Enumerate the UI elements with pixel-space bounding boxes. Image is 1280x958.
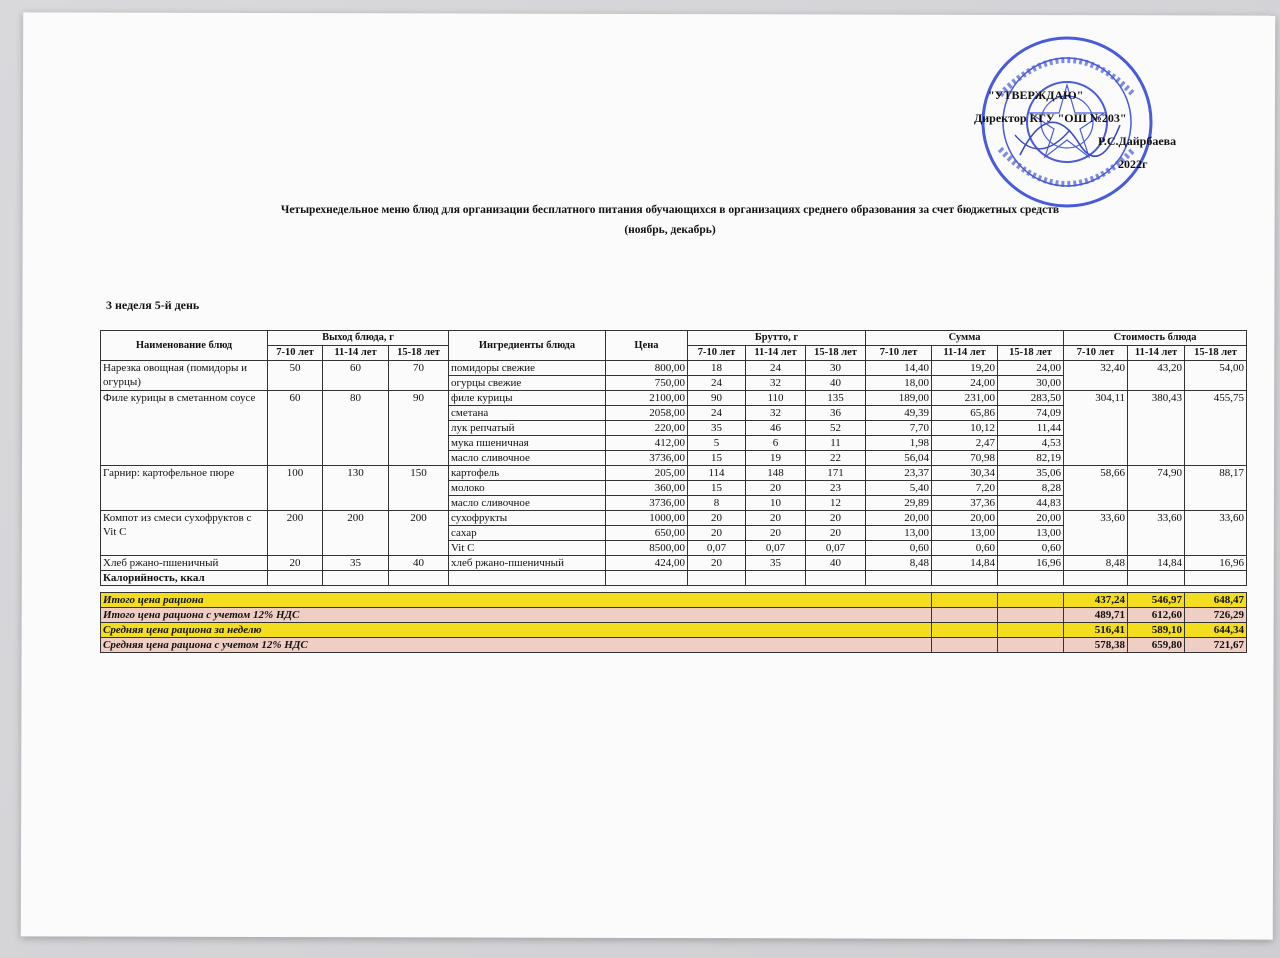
empty-cell [998,608,1064,623]
document-title [60,200,1280,240]
header-age: 15-18 лет [1185,346,1247,361]
ingredient-name: масло сливочное [449,451,606,466]
table-row [101,391,1247,406]
dish-cost: 8,48 [1064,556,1128,571]
header-ingredients: Ингредиенты блюда [449,331,606,361]
ingredient-name: хлеб ржано-пшеничный [449,556,606,571]
dish-cost: 43,20 [1128,361,1185,391]
empty-cell [389,571,449,586]
empty-cell [688,571,746,586]
total-value: 726,29 [1185,608,1247,623]
dish-yield: 200 [323,511,389,556]
total-value: 612,60 [1128,608,1185,623]
ingredient-sum: 70,98 [932,451,998,466]
ingredient-price: 205,00 [606,466,688,481]
total-value: 516,41 [1064,623,1128,638]
ingredient-name: сметана [449,406,606,421]
ingredient-gross: 15 [688,451,746,466]
header-age: 7-10 лет [268,346,323,361]
dish-name: Гарнир: картофельное пюре [101,466,268,511]
ingredient-sum: 35,06 [998,466,1064,481]
dish-cost: 14,84 [1128,556,1185,571]
approval-date: 2022г [1118,157,1148,171]
dish-cost: 33,60 [1128,511,1185,556]
ingredient-gross: 110 [746,391,806,406]
ingredient-name: огурцы свежие [449,376,606,391]
ingredient-gross: 24 [688,376,746,391]
empty-cell [866,571,932,586]
total-row [101,608,1247,623]
total-row [101,623,1247,638]
ingredient-sum: 2,47 [932,436,998,451]
table-row [101,556,1247,571]
total-row [101,638,1247,653]
ingredient-price: 3736,00 [606,451,688,466]
ingredient-gross: 135 [806,391,866,406]
dish-name: Филе курицы в сметанном соусе [101,391,268,466]
header-yield: Выход блюда, г [268,331,449,346]
ingredient-gross: 15 [688,481,746,496]
ingredient-sum: 7,20 [932,481,998,496]
empty-cell [998,593,1064,608]
ingredient-gross: 24 [746,361,806,376]
ingredient-sum: 37,36 [932,496,998,511]
dish-yield: 130 [323,466,389,511]
ingredient-name: картофель [449,466,606,481]
ingredient-name: мука пшеничная [449,436,606,451]
empty-cell [606,571,688,586]
ingredient-price: 2100,00 [606,391,688,406]
total-value: 578,38 [1064,638,1128,653]
dish-yield: 100 [268,466,323,511]
ingredient-gross: 20 [688,511,746,526]
header-price: Цена [606,331,688,361]
header-age: 7-10 лет [1064,346,1128,361]
empty-cell [998,638,1064,653]
dish-cost: 33,60 [1185,511,1247,556]
ingredient-gross: 30 [806,361,866,376]
header-age: 7-10 лет [688,346,746,361]
ingredient-name: Vit C [449,541,606,556]
empty-cell [932,571,998,586]
total-value: 546,97 [1128,593,1185,608]
empty-cell [746,571,806,586]
ingredient-gross: 20 [746,526,806,541]
ingredient-sum: 8,28 [998,481,1064,496]
dish-name: Хлеб ржано-пшеничный [101,556,268,571]
empty-cell [449,571,606,586]
ingredient-sum: 4,53 [998,436,1064,451]
dish-cost: 304,11 [1064,391,1128,466]
ingredient-gross: 5 [688,436,746,451]
total-label: Итого цена рациона с учетом 12% НДС [101,608,932,623]
ingredient-sum: 5,40 [866,481,932,496]
dish-cost: 33,60 [1064,511,1128,556]
total-value: 721,67 [1185,638,1247,653]
header-sum: Сумма [866,331,1064,346]
title-line-2: (ноябрь, декабрь) [624,224,716,236]
ingredient-gross: 24 [688,406,746,421]
ingredient-sum: 20,00 [998,511,1064,526]
ingredient-name: филе курицы [449,391,606,406]
ingredient-sum: 20,00 [932,511,998,526]
total-value: 644,34 [1185,623,1247,638]
ingredient-gross: 23 [806,481,866,496]
ingredient-gross: 90 [688,391,746,406]
calories-label: Калорийность, ккал [101,571,268,586]
ingredient-gross: 19 [746,451,806,466]
ingredient-gross: 8 [688,496,746,511]
ingredient-gross: 20 [688,526,746,541]
header-age: 7-10 лет [866,346,932,361]
ingredient-sum: 14,40 [866,361,932,376]
total-value: 437,24 [1064,593,1128,608]
empty-cell [998,571,1064,586]
dish-cost: 455,75 [1185,391,1247,466]
empty-cell [932,638,998,653]
ingredient-sum: 29,89 [866,496,932,511]
ingredient-gross: 35 [746,556,806,571]
ingredient-gross: 0,07 [688,541,746,556]
ingredient-gross: 6 [746,436,806,451]
dish-yield: 50 [268,361,323,391]
ingredient-price: 1000,00 [606,511,688,526]
approval-signer: Р.С.Дайрбаева [1098,134,1177,148]
total-value: 648,47 [1185,593,1247,608]
table-row [101,511,1247,526]
empty-cell [932,623,998,638]
table-row [101,466,1247,481]
ingredient-sum: 13,00 [998,526,1064,541]
ingredient-price: 2058,00 [606,406,688,421]
ingredient-gross: 11 [806,436,866,451]
ingredient-gross: 18 [688,361,746,376]
header-age: 15-18 лет [998,346,1064,361]
ingredient-sum: 56,04 [866,451,932,466]
ingredient-gross: 20 [746,481,806,496]
ingredient-sum: 23,37 [866,466,932,481]
ingredient-price: 650,00 [606,526,688,541]
ingredient-sum: 24,00 [998,361,1064,376]
ingredient-gross: 20 [688,556,746,571]
dish-yield: 60 [323,361,389,391]
empty-cell [1185,571,1247,586]
ingredient-sum: 189,00 [866,391,932,406]
ingredient-sum: 8,48 [866,556,932,571]
total-value: 589,10 [1128,623,1185,638]
dish-cost: 54,00 [1185,361,1247,391]
ingredient-sum: 0,60 [932,541,998,556]
ingredient-sum: 24,00 [932,376,998,391]
ingredient-name: помидоры свежие [449,361,606,376]
dish-yield: 90 [389,391,449,466]
ingredient-gross: 32 [746,406,806,421]
ingredient-sum: 65,86 [932,406,998,421]
empty-cell [268,571,323,586]
empty-cell [806,571,866,586]
dish-cost: 16,96 [1185,556,1247,571]
ingredient-sum: 18,00 [866,376,932,391]
ingredient-gross: 10 [746,496,806,511]
total-row [101,593,1247,608]
ingredient-sum: 13,00 [932,526,998,541]
ingredient-gross: 46 [746,421,806,436]
ingredient-gross: 171 [806,466,866,481]
ingredient-price: 220,00 [606,421,688,436]
dish-cost: 32,40 [1064,361,1128,391]
ingredient-gross: 40 [806,556,866,571]
ingredient-sum: 13,00 [866,526,932,541]
ingredient-sum: 30,00 [998,376,1064,391]
dish-cost: 380,43 [1128,391,1185,466]
header-gross: Брутто, г [688,331,866,346]
total-label: Итого цена рациона [101,593,932,608]
ingredient-sum: 1,98 [866,436,932,451]
header-age: 11-14 лет [323,346,389,361]
approval-heading: "УТВЕРЖДАЮ" [988,88,1084,102]
ingredient-sum: 14,84 [932,556,998,571]
title-line-1: Четырехнедельное меню блюд для организации бесплатного питания обучающихся в организациях среднего образования за счет бюджетных средств [280,204,1060,216]
empty-cell [1128,571,1185,586]
approval-block [970,84,1210,176]
dish-yield: 70 [389,361,449,391]
dish-yield: 80 [323,391,389,466]
ingredient-name: сухофрукты [449,511,606,526]
ingredient-sum: 44,83 [998,496,1064,511]
ingredient-gross: 0,07 [746,541,806,556]
ingredient-sum: 16,96 [998,556,1064,571]
dish-name: Компот из смеси сухофруктов с Vit C [101,511,268,556]
ingredient-price: 360,00 [606,481,688,496]
empty-cell [932,608,998,623]
dish-name: Нарезка овощная (помидоры и огурцы) [101,361,268,391]
ingredient-gross: 20 [746,511,806,526]
dish-yield: 60 [268,391,323,466]
header-row-1 [101,331,1247,346]
total-label: Средняя цена рациона за неделю [101,623,932,638]
ingredient-sum: 0,60 [998,541,1064,556]
header-age: 15-18 лет [806,346,866,361]
total-value: 489,71 [1064,608,1128,623]
header-age: 11-14 лет [1128,346,1185,361]
ingredient-sum: 49,39 [866,406,932,421]
ingredient-price: 750,00 [606,376,688,391]
ingredient-gross: 148 [746,466,806,481]
day-label: 3 неделя 5-й день [106,298,200,312]
ingredient-sum: 19,20 [932,361,998,376]
ingredient-name: молоко [449,481,606,496]
ingredient-sum: 7,70 [866,421,932,436]
ingredient-price: 412,00 [606,436,688,451]
dish-cost: 88,17 [1185,466,1247,511]
ingredient-sum: 231,00 [932,391,998,406]
calories-row [101,571,1247,586]
ingredient-name: сахар [449,526,606,541]
header-age: 11-14 лет [746,346,806,361]
ingredient-gross: 22 [806,451,866,466]
dish-yield: 200 [389,511,449,556]
dish-yield: 40 [389,556,449,571]
ingredient-sum: 82,19 [998,451,1064,466]
ingredient-sum: 283,50 [998,391,1064,406]
ingredient-name: масло сливочное [449,496,606,511]
ingredient-price: 8500,00 [606,541,688,556]
total-label: Средняя цена рациона с учетом 12% НДС [101,638,932,653]
ingredient-sum: 10,12 [932,421,998,436]
spacer-row [101,586,1247,593]
ingredient-gross: 20 [806,526,866,541]
ingredient-sum: 20,00 [866,511,932,526]
ingredient-gross: 52 [806,421,866,436]
empty-cell [932,593,998,608]
total-value: 659,80 [1128,638,1185,653]
dish-cost: 74,90 [1128,466,1185,511]
ingredient-sum: 30,34 [932,466,998,481]
table-row [101,361,1247,376]
dish-yield: 150 [389,466,449,511]
empty-cell [323,571,389,586]
dish-yield: 20 [268,556,323,571]
empty-cell [1064,571,1128,586]
spacer-cell [101,586,1247,593]
ingredient-sum: 0,60 [866,541,932,556]
header-dish: Наименование блюд [101,331,268,361]
ingredient-gross: 40 [806,376,866,391]
ingredient-price: 3736,00 [606,496,688,511]
ingredient-price: 800,00 [606,361,688,376]
ingredient-gross: 32 [746,376,806,391]
dish-yield: 35 [323,556,389,571]
empty-cell [998,623,1064,638]
menu-table [100,330,1247,653]
header-age: 11-14 лет [932,346,998,361]
ingredient-gross: 12 [806,496,866,511]
ingredient-gross: 35 [688,421,746,436]
dish-yield: 200 [268,511,323,556]
dish-cost: 58,66 [1064,466,1128,511]
ingredient-price: 424,00 [606,556,688,571]
ingredient-sum: 11,44 [998,421,1064,436]
ingredient-gross: 20 [806,511,866,526]
ingredient-gross: 114 [688,466,746,481]
header-age: 15-18 лет [389,346,449,361]
ingredient-name: лук репчатый [449,421,606,436]
ingredient-gross: 0,07 [806,541,866,556]
approval-position: Директор КГУ "ОШ №203" [974,111,1127,125]
header-cost: Стоимость блюда [1064,331,1247,346]
ingredient-sum: 74,09 [998,406,1064,421]
ingredient-gross: 36 [806,406,866,421]
